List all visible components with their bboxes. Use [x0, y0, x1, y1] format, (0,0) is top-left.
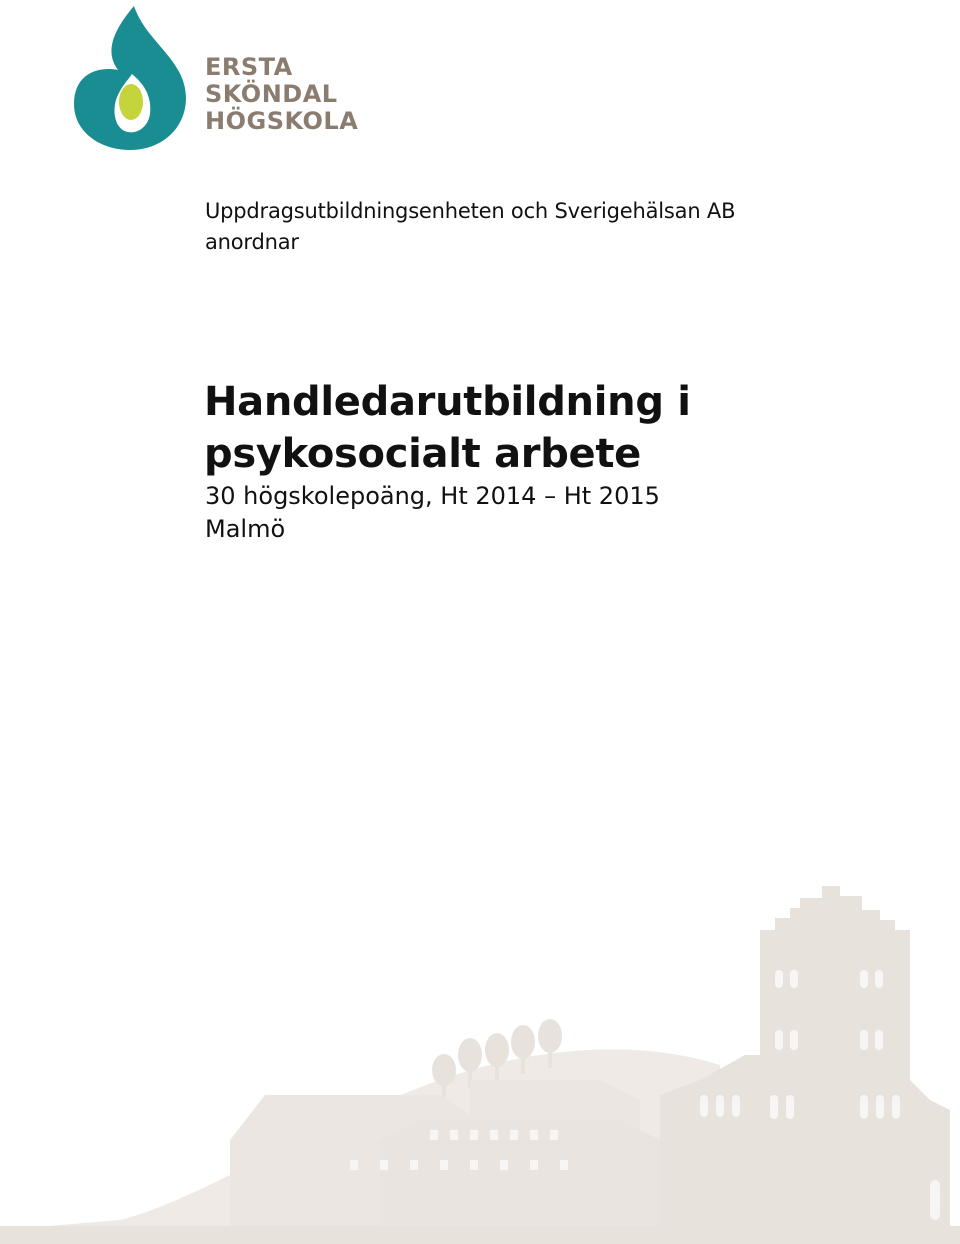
- logo-wordmark: [205, 54, 358, 135]
- course-credits: 30 högskolepoäng, Ht 2014 – Ht 2015: [205, 482, 660, 510]
- course-location: Malmö: [205, 515, 286, 543]
- building-silhouette-illustration: [0, 880, 960, 1244]
- logo-line-1: ERSTA: [205, 53, 293, 81]
- intro-line-2: anordnar: [205, 230, 299, 254]
- drop-flame-icon: [70, 4, 190, 154]
- course-meta: [205, 480, 660, 546]
- title-line-1: Handledarutbildning i: [204, 379, 691, 425]
- logo: [70, 4, 360, 154]
- page-title: [204, 376, 691, 480]
- logo-green-seed: [119, 84, 143, 120]
- intro-text: [205, 196, 735, 258]
- middle-building: [380, 1120, 660, 1244]
- logo-line-3: HÖGSKOLA: [205, 107, 359, 135]
- logo-teal-drop: [74, 6, 186, 150]
- logo-line-2: SKÖNDAL: [205, 80, 338, 108]
- intro-line-1: Uppdragsutbildningsenheten och Sverigehälsan AB: [205, 199, 736, 223]
- ground-strip: [0, 1226, 960, 1244]
- title-line-2: psykosocialt arbete: [204, 431, 642, 477]
